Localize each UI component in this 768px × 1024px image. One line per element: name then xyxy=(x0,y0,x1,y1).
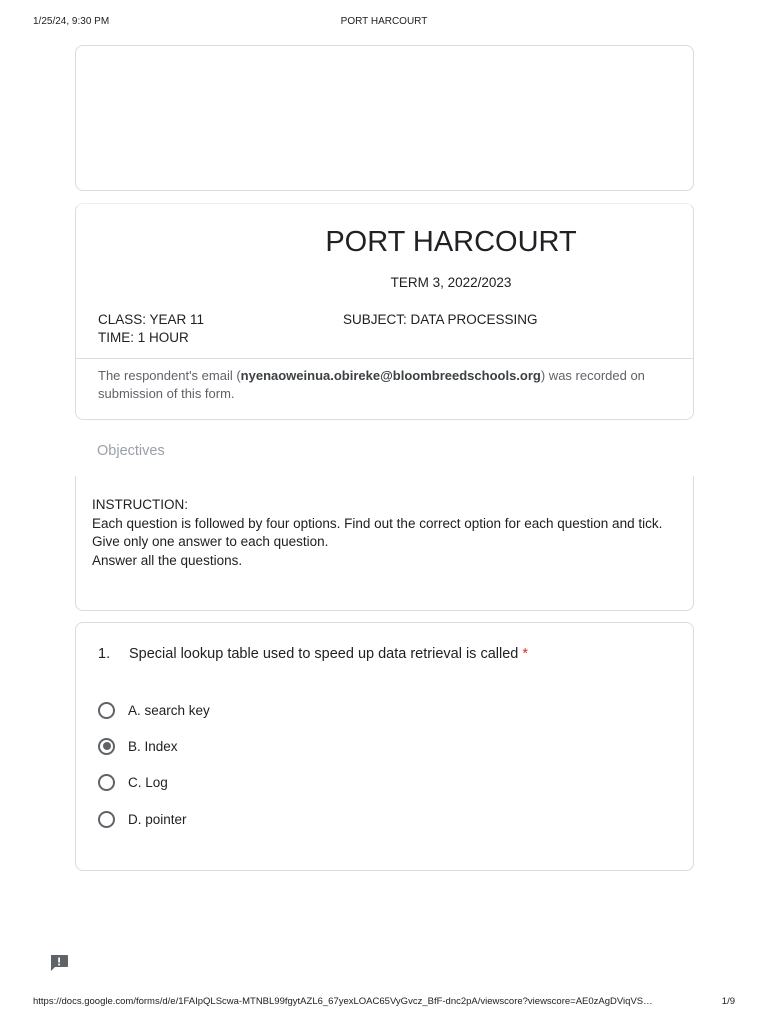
print-header xyxy=(33,16,735,30)
option-label: B. Index xyxy=(128,738,178,754)
option-label: C. Log xyxy=(128,774,168,790)
question-label: Special lookup table used to speed up data retrieval is called xyxy=(129,646,519,662)
report-feedback-icon[interactable] xyxy=(49,954,69,972)
page-number: 1/9 xyxy=(721,996,735,1007)
form-header-card xyxy=(75,203,694,420)
page-url: https://docs.google.com/forms/d/e/1FAIpQLScwa-MTNBL99fgytAZL6_67yexLOAC65VyGvcz_BfF-dnc2pA/viewscore?viewscore=AE0zAgDViqVS… xyxy=(33,996,653,1007)
email-note-prefix: The respondent's email ( xyxy=(98,368,241,383)
option-d[interactable] xyxy=(98,809,187,829)
instruction-line: Answer all the questions. xyxy=(92,552,243,568)
option-c[interactable] xyxy=(98,772,168,792)
instructions-heading: INSTRUCTION: xyxy=(92,497,188,512)
question-card xyxy=(75,622,694,871)
print-title: PORT HARCOURT xyxy=(340,16,428,27)
instructions-body xyxy=(92,496,671,570)
radio-button-selected[interactable] xyxy=(98,738,115,755)
radio-button[interactable] xyxy=(98,702,115,719)
instructions-card xyxy=(75,476,694,611)
class-line: CLASS: YEAR 11 xyxy=(98,312,205,327)
required-asterisk: * xyxy=(522,646,528,662)
radio-button[interactable] xyxy=(98,774,115,791)
header-banner xyxy=(75,45,694,191)
class-time-info xyxy=(98,311,204,347)
header-divider xyxy=(76,358,693,359)
instruction-line: Each question is followed by four options. Find out the correct option for each question and tick. xyxy=(92,515,663,531)
email-note-suffix: ) was recorded on submission of this form. xyxy=(98,368,645,401)
question-number: 1. xyxy=(98,646,111,662)
section-title: Objectives xyxy=(97,443,165,459)
print-date: 1/25/24, 9:30 PM xyxy=(33,16,110,27)
print-footer xyxy=(33,996,735,1010)
form-term: TERM 3, 2022/2023 xyxy=(390,275,512,290)
radio-button[interactable] xyxy=(98,811,115,828)
respondent-email-note xyxy=(98,367,671,403)
option-label: D. pointer xyxy=(128,811,187,827)
instruction-line: Give only one answer to each question. xyxy=(92,534,329,549)
option-label: A. search key xyxy=(128,702,210,718)
option-b[interactable] xyxy=(98,736,178,756)
form-title: PORT HARCOURT xyxy=(325,226,577,258)
option-a[interactable] xyxy=(98,700,210,720)
question-text xyxy=(129,646,528,662)
subject-line: SUBJECT: DATA PROCESSING xyxy=(343,312,538,327)
respondent-email: nyenaoweinua.obireke@bloombreedschools.org xyxy=(240,368,541,383)
time-line: TIME: 1 HOUR xyxy=(98,330,189,345)
